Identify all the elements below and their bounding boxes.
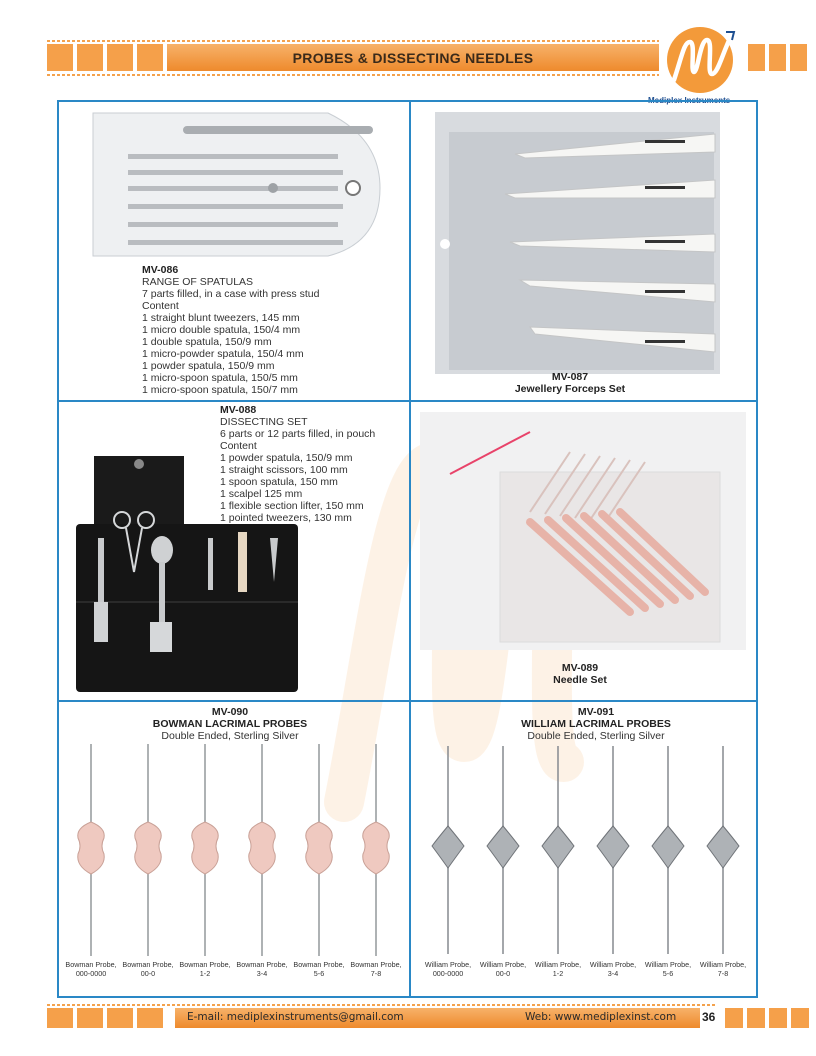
product-code: MV-089 (561, 662, 599, 674)
probe-label: William Probe, 000-0000 (424, 960, 472, 978)
needle-set-image (420, 412, 746, 650)
spatula-set-image (88, 108, 383, 260)
footer-website: Web: www.mediplexinst.com (525, 1011, 677, 1023)
dissecting-set-image (74, 452, 300, 694)
grid-divider-row2 (59, 700, 756, 702)
product-code: MV-088 (220, 404, 257, 416)
jewellery-forceps-image (435, 112, 720, 374)
product-name: DISSECTING SET (220, 416, 308, 428)
product-name: BOWMAN LACRIMAL PROBES (152, 718, 308, 730)
product-mv091-caption (486, 706, 706, 742)
product-mv086-text (142, 264, 319, 396)
probe-label: Bowman Probe, 1-2 (179, 960, 231, 978)
product-code: MV-090 (211, 706, 249, 718)
product-code: MV-086 (142, 264, 179, 276)
product-name: WILLIAM LACRIMAL PROBES (521, 718, 671, 730)
content-item: 1 scalpel 125 mm (220, 488, 303, 500)
grid-divider-row1 (59, 400, 756, 402)
william-probes-image (420, 742, 750, 958)
content-item: 1 straight blunt tweezers, 145 mm (142, 312, 300, 324)
product-code: MV-091 (577, 706, 615, 718)
content-item: 1 micro-powder spatula, 150/4 mm (142, 348, 304, 360)
header-dotted-line (47, 40, 659, 42)
header-bar (47, 44, 659, 71)
content-item: 1 micro double spatula, 150/4 mm (142, 324, 301, 336)
probe-label: William Probe, 5-6 (644, 960, 692, 978)
content-item: 1 micro-spoon spatula, 150/5 mm (142, 372, 298, 384)
footer-dotted-line (47, 1004, 717, 1006)
bowman-probes-image (60, 742, 406, 958)
product-name: Jewellery Forceps Set (514, 383, 626, 395)
product-description: 7 parts filled, in a case with press stud (142, 288, 320, 300)
probe-label: William Probe, 1-2 (534, 960, 582, 978)
header-right-blocks (748, 44, 807, 71)
product-description: Double Ended, Sterling Silver (527, 730, 665, 742)
probe-label: William Probe, 7-8 (699, 960, 747, 978)
content-item: 1 spoon spatula, 150 mm (220, 476, 338, 488)
page-title: PROBES & DISSECTING NEEDLES (167, 44, 659, 71)
content-item: 1 micro-spoon spatula, 150/7 mm (142, 384, 298, 396)
product-mv087-caption (460, 371, 680, 395)
content-label: Content (220, 440, 257, 452)
content-item: 1 flexible section lifter, 150 mm (220, 500, 364, 512)
probe-label: William Probe, 3-4 (589, 960, 637, 978)
product-description: Double Ended, Sterling Silver (161, 730, 299, 742)
content-item: 1 pointed tweezers, 130 mm (220, 512, 352, 524)
probe-label: William Probe, 00-0 (479, 960, 527, 978)
product-mv090-caption (120, 706, 340, 742)
product-name: RANGE OF SPATULAS (142, 276, 254, 288)
page-number: 36 (702, 1010, 716, 1024)
footer-right-blocks (725, 1008, 809, 1028)
footer-bar (175, 1008, 700, 1028)
product-code: MV-087 (551, 371, 589, 383)
product-mv089-caption (470, 662, 690, 686)
probe-label: Bowman Probe, 00-0 (122, 960, 174, 978)
footer-email: E-mail: mediplexinstruments@gmail.com (187, 1011, 404, 1023)
probe-shape (78, 744, 389, 956)
grid-divider-vertical (409, 102, 411, 996)
probe-label: Bowman Probe, 7-8 (350, 960, 402, 978)
mediplex-logo-icon (660, 24, 740, 94)
content-item: 1 straight scissors, 100 mm (220, 464, 348, 476)
probe-label: Bowman Probe, 5-6 (293, 960, 345, 978)
product-name: Needle Set (553, 674, 607, 686)
probe-label: Bowman Probe, 3-4 (236, 960, 288, 978)
content-item: 1 powder spatula, 150/9 mm (220, 452, 353, 464)
product-description: 6 parts or 12 parts filled, in pouch (220, 428, 376, 440)
header-dotted-line-bottom (47, 74, 659, 76)
footer-left-blocks (47, 1008, 163, 1028)
content-label: Content (142, 300, 179, 312)
content-item: 1 double spatula, 150/9 mm (142, 336, 272, 348)
brand-name: Mediplex Instruments (648, 96, 731, 105)
probe-label: Bowman Probe, 000-0000 (65, 960, 117, 978)
content-item: 1 powder spatula, 150/9 mm (142, 360, 275, 372)
